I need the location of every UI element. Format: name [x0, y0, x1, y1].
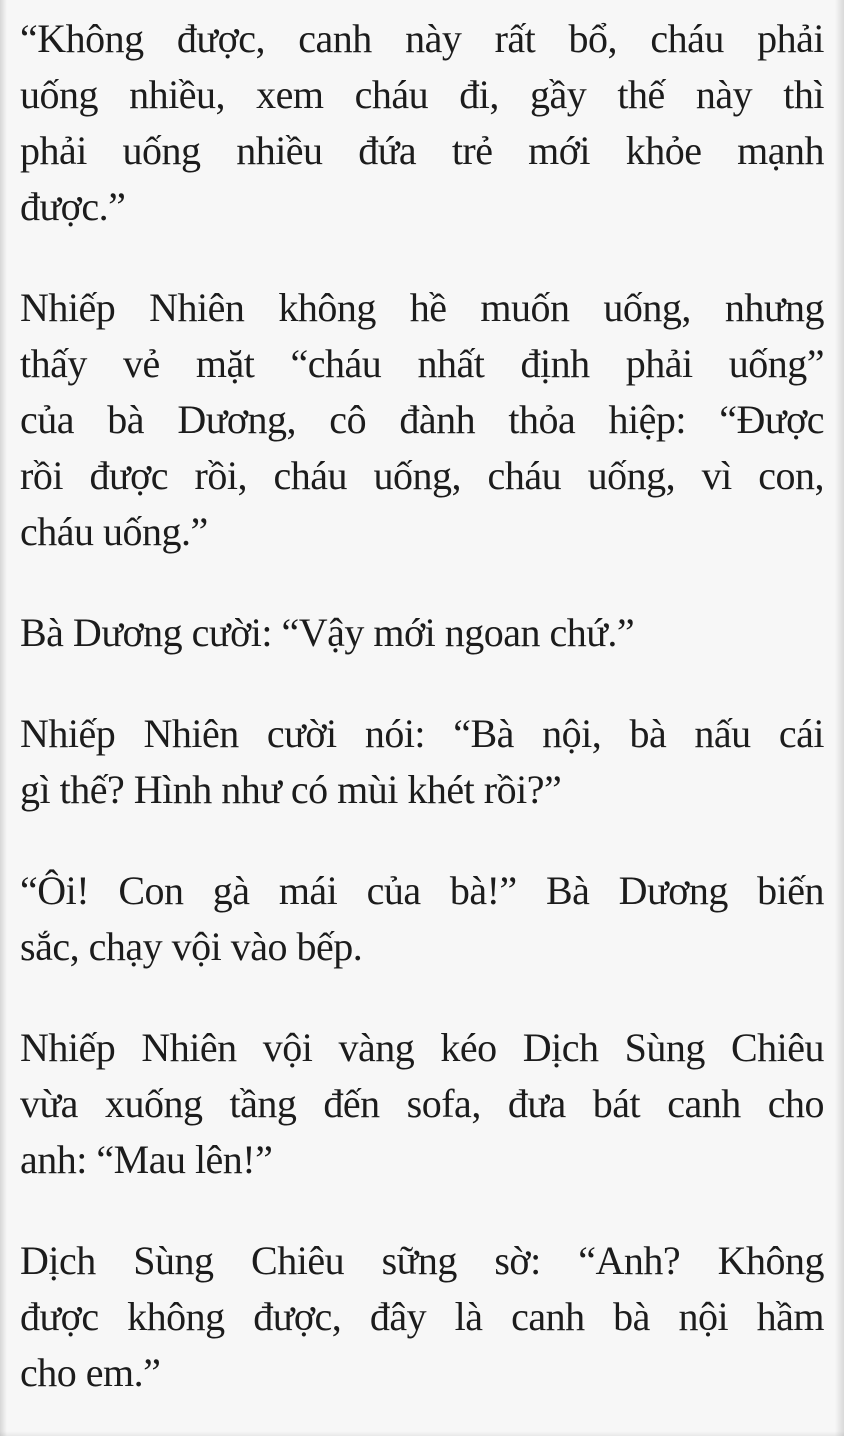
text-line: cháu uống.”: [20, 509, 208, 554]
text-line: gì thế? Hình như có mùi khét rồi?”: [20, 767, 562, 812]
text-line: được.”: [20, 184, 126, 229]
text-line: rồi được rồi, cháu uống, cháu uống, vì con,: [20, 453, 824, 498]
text-line: phải uống nhiều đứa trẻ mới khỏe mạnh: [20, 128, 824, 173]
text-line: “Ôi! Con gà mái của bà!” Bà Dương biến: [20, 868, 824, 913]
text-line: thấy vẻ mặt “cháu nhất định phải uống”: [20, 341, 824, 386]
text-line: vừa xuống tầng đến sofa, đưa bát canh cho: [20, 1081, 824, 1126]
text-line: Dịch Sùng Chiêu sững sờ: “Anh? Không: [20, 1238, 824, 1283]
paragraph: [20, 11, 824, 235]
text-line: Nhiếp Nhiên vội vàng kéo Dịch Sùng Chiêu: [20, 1025, 824, 1070]
text-line: Nhiếp Nhiên không hề muốn uống, nhưng: [20, 285, 824, 330]
paragraph: [20, 1020, 824, 1188]
text-line: uống nhiều, xem cháu đi, gầy thế này thì: [20, 72, 824, 117]
text-line: Bà Dương cười: “Vậy mới ngoan chứ.”: [20, 610, 635, 655]
text-line: cho em.”: [20, 1350, 161, 1395]
text-line: được không được, đây là canh bà nội hầm: [20, 1294, 824, 1339]
text-line: anh: “Mau lên!”: [20, 1137, 273, 1182]
text-line: “Không được, canh này rất bổ, cháu phải: [20, 16, 824, 61]
bottom-edge-shadow: [0, 1431, 844, 1436]
paragraph: [20, 706, 824, 818]
text-line: Nhiếp Nhiên cười nói: “Bà nội, bà nấu cái: [20, 711, 824, 756]
text-line: của bà Dương, cô đành thỏa hiệp: “Được: [20, 397, 824, 442]
paragraph: [20, 605, 824, 661]
paragraph: [20, 1233, 824, 1401]
paragraph: [20, 280, 824, 560]
text-line: sắc, chạy vội vào bếp.: [20, 924, 363, 969]
paragraph: [20, 863, 824, 975]
